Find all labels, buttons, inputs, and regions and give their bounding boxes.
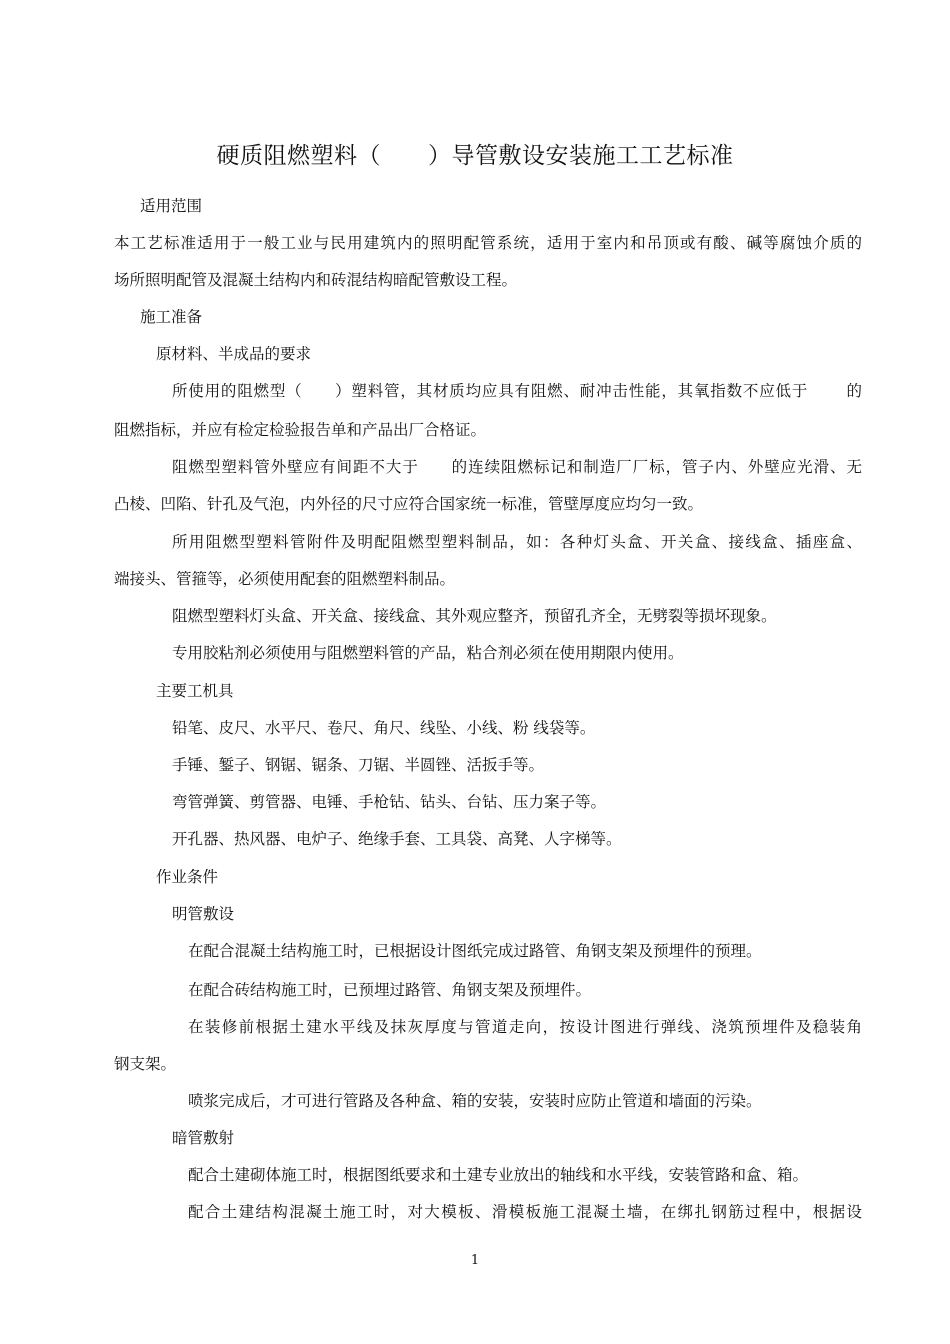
paragraph-line: 在配合砖结构施工时，已预埋过路管、角钢支架及预埋件。 — [188, 981, 592, 999]
list-item: 铅笔、皮尺、水平尺、卷尺、角尺、线坠、小线、粉 线袋等。 — [172, 719, 596, 737]
paragraph-line: 阻燃指标，并应有检定检验报告单和产品出厂合格证。 — [114, 421, 487, 439]
paragraph-line: 所使用的阻燃型（ ）塑料管，其材质均应具有阻燃、耐冲击性能，其氧指数不应低于 的 — [172, 382, 862, 400]
paragraph-line: 钢支架。 — [114, 1055, 177, 1073]
paragraph-line: 在装修前根据土建水平线及抹灰厚度与管道走向，按设计图进行弹线、浇筑预埋件及稳装角 — [188, 1018, 862, 1036]
subsection-heading: 主要工机具 — [156, 682, 234, 700]
paragraph-line: 本工艺标准适用于一般工业与民用建筑内的照明配管系统，适用于室内和吊顶或有酸、碱等腐蚀介质的 — [114, 234, 862, 252]
subsection-heading: 暗管敷射 — [172, 1129, 235, 1147]
page-number: 1 — [470, 1253, 480, 1268]
list-item: 开孔器、热风器、电炉子、绝缘手套、工具袋、高凳、人字梯等。 — [172, 830, 622, 848]
section-heading: 施工准备 — [140, 308, 203, 326]
paragraph-line: 喷浆完成后，才可进行管路及各种盒、箱的安装，安装时应防止管道和墙面的污染。 — [188, 1092, 762, 1110]
paragraph-line: 所用阻燃型塑料管附件及明配阻燃型塑料制品，如：各种灯头盒、开关盒、接线盒、插座盒、 — [172, 533, 862, 551]
list-item: 手锤、錾子、钢锯、锯条、刀锯、半圆锉、活扳手等。 — [172, 756, 545, 774]
paragraph-line: 配合土建结构混凝土施工时，对大模板、滑模板施工混凝土墙，在绑扎钢筋过程中，根据设 — [188, 1203, 862, 1221]
paragraph-line: 配合土建砌体施工时，根据图纸要求和土建专业放出的轴线和水平线，安装管路和盒、箱。 — [188, 1166, 809, 1184]
paragraph-line: 阻燃型塑料灯头盒、开关盒、接线盒、其外观应整齐，预留孔齐全，无劈裂等损坏现象。 — [172, 607, 777, 625]
list-item: 弯管弹簧、剪管器、电锤、手枪钻、钻头、台钻、压力案子等。 — [172, 793, 607, 811]
subsection-heading: 原材料、半成品的要求 — [156, 345, 312, 363]
subsection-heading: 作业条件 — [156, 868, 219, 886]
paragraph-line: 专用胶粘剂必须使用与阻燃塑料管的产品，粘合剂必须在使用期限内使用。 — [172, 644, 684, 662]
section-heading: 适用范围 — [140, 197, 203, 215]
page-title: 硬质阻燃塑料（ ）导管敷设安装施工工艺标准 — [216, 143, 734, 169]
paragraph-line: 端接头、管箍等，必须使用配套的阻燃塑料制品。 — [114, 570, 456, 588]
paragraph-line: 阻燃型塑料管外壁应有间距不大于 的连续阻燃标记和制造厂厂标，管子内、外壁应光滑、无 — [172, 458, 862, 476]
paragraph-line: 凸棱、凹陷、针孔及气泡，内外径的尺寸应符合国家统一标准，管壁厚度应均匀一致。 — [114, 495, 704, 513]
paragraph-line: 在配合混凝土结构施工时，已根据设计图纸完成过路管、角钢支架及预埋件的预理。 — [188, 942, 762, 960]
subsection-heading: 明管敷设 — [172, 905, 235, 923]
paragraph-line: 场所照明配管及混凝土结构内和砖混结构暗配管敷设工程。 — [114, 271, 518, 289]
